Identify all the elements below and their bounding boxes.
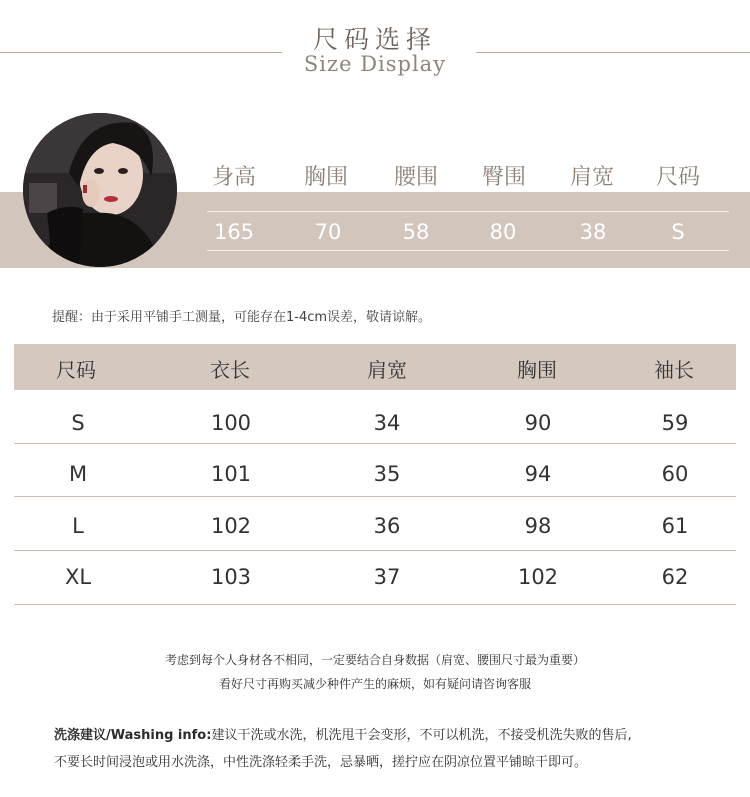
washing-label: 洗涤建议/Washing info: — [54, 728, 212, 743]
model-header-shoulder: 肩宽 — [569, 165, 614, 190]
advice-line-2: 看好尺寸再购买减少种件产生的麻烦，如有疑问请咨询客服 — [218, 677, 531, 691]
table-cell: XL — [64, 565, 92, 589]
col-header-bust: 胸围 — [517, 358, 557, 382]
table-cell: 101 — [210, 462, 252, 486]
title-cn: 尺码选择 — [312, 25, 437, 54]
table-cell: 102 — [517, 565, 559, 589]
table-cell: 102 — [210, 514, 252, 538]
table-cell: 90 — [524, 411, 552, 435]
title-en: Size Display — [303, 52, 447, 76]
washing-text-1: 建议干洗或水洗，机洗甩干会变形，不可以机洗，不接受机洗失败的售后, — [211, 728, 632, 743]
model-value-size: S — [671, 220, 685, 244]
col-header-shoulder: 肩宽 — [367, 358, 407, 382]
row-divider — [14, 443, 736, 444]
measurement-note: 提醒：由于采用平铺手工测量，可能存在1-4cm误差，敬请谅解。 — [52, 310, 432, 325]
table-cell: M — [68, 462, 88, 486]
model-header-waist: 腰围 — [393, 165, 438, 190]
table-cell: L — [72, 514, 84, 538]
table-cell: 37 — [373, 565, 401, 589]
model-header-size: 尺码 — [655, 165, 700, 190]
table-cell: 62 — [661, 565, 689, 589]
table-cell: 94 — [524, 462, 552, 486]
table-cell: 100 — [210, 411, 252, 435]
washing-line-2: 不要长时间浸泡或用水洗涤，中性洗涤轻柔手洗，忌暴晒，搓拧应在阴凉位置平铺晾干即可。 — [54, 755, 588, 770]
table-cell: S — [71, 411, 85, 435]
model-header-hip: 臀围 — [481, 165, 526, 190]
col-header-sleeve: 袖长 — [654, 358, 694, 382]
table-cell: 35 — [373, 462, 401, 486]
model-value-hip: 80 — [489, 220, 517, 244]
table-cell: 61 — [661, 514, 689, 538]
model-divider-bottom — [207, 250, 729, 251]
col-header-size: 尺码 — [56, 358, 96, 382]
row-divider — [14, 496, 736, 497]
model-value-waist: 58 — [402, 220, 430, 244]
table-cell: 103 — [210, 565, 252, 589]
model-value-height: 165 — [213, 220, 255, 244]
washing-line-1 — [54, 724, 632, 743]
model-divider-top — [207, 211, 729, 212]
table-cell: 34 — [373, 411, 401, 435]
col-header-length: 衣长 — [210, 358, 250, 382]
model-photo — [23, 113, 177, 267]
table-cell: 98 — [524, 514, 552, 538]
model-value-bust: 70 — [314, 220, 342, 244]
table-cell: 36 — [373, 514, 401, 538]
table-cell: 60 — [661, 462, 689, 486]
table-cell: 59 — [661, 411, 689, 435]
row-divider — [14, 604, 736, 605]
model-value-shoulder: 38 — [579, 220, 607, 244]
row-divider — [14, 550, 736, 551]
model-header-height: 身高 — [211, 165, 256, 190]
model-header-bust: 胸围 — [303, 165, 348, 190]
advice-line-1: 考虑到每个人身材各不相同，一定要结合自身数据（肩宽、腰围尺寸最为重要） — [164, 653, 585, 667]
